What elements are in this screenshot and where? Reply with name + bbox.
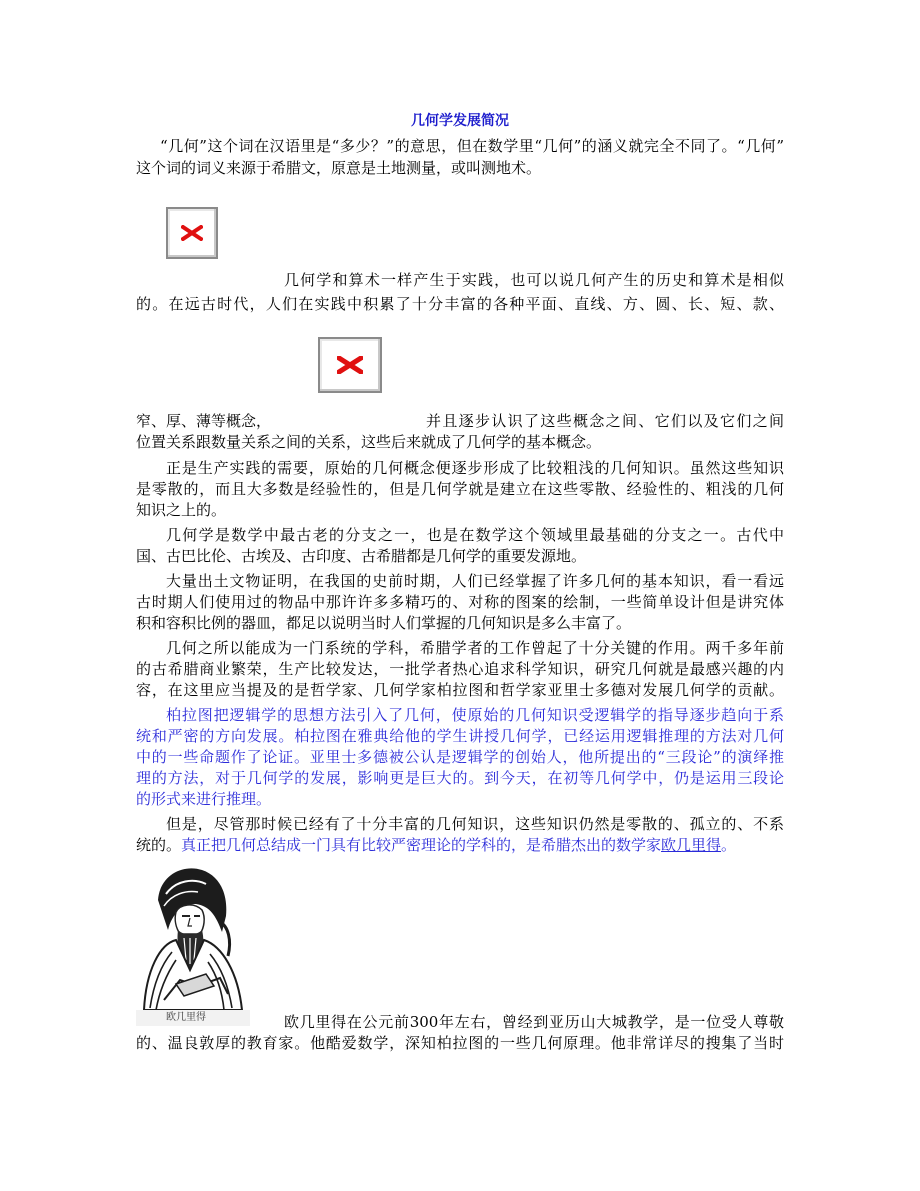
paragraph-9-line-2: 的、温良敦厚的教育家。他酷爱数学，深知柏拉图的一些几何原理。他非常详尽的搜集了当时	[136, 1034, 784, 1052]
euclid-portrait	[136, 860, 250, 1026]
paragraph-7-line-1: 柏拉图把逻辑学的思想方法引入了几何，使原始的几何知识受逻辑学的指导逐步趋向于系	[166, 706, 784, 724]
paragraph-4-line-1: 几何学是数学中最古老的分支之一，也是在数学这个领域里最基础的分支之一。古代中	[166, 526, 784, 544]
paragraph-8-highlight: 真正把几何总结成一门具有比较严密理论的学科的，是希腊杰出的数学家	[181, 836, 662, 854]
portrait-caption: 欧几里得	[166, 1012, 206, 1023]
paragraph-6-line-2: 的古希腊商业繁荣，生产比较发达，一批学者热心追求科学知识，研究几何就是最感兴趣的内	[136, 660, 784, 678]
paragraph-2-line-2: 的。在远古时代，人们在实践中积累了十分丰富的各种平面、直线、方、圆、长、短、款、	[136, 295, 784, 313]
broken-image-placeholder	[318, 337, 382, 393]
paragraph-5-line-1: 大量出土文物证明，在我国的史前时期，人们已经掌握了许多几何的基本知识，看一看远	[166, 572, 784, 590]
euclid-portrait-drawing	[136, 860, 250, 1026]
paragraph-7-line-2: 统和严密的方向发展。柏拉图在雅典给他的学生讲授几何学，已经运用逻辑推理的方法对几何	[136, 727, 784, 745]
euclid-link[interactable]: 欧几里得	[661, 836, 722, 854]
paragraph-6-line-1: 几何之所以能成为一门系统的学科，希腊学者的工作曾起了十分关键的作用。两千多年前	[166, 639, 784, 657]
paragraph-3-line-1: 正是生产实践的需要，原始的几何概念便逐步形成了比较粗浅的几何知识。虽然这些知识	[166, 459, 784, 477]
paragraph-8-text: 统的。	[136, 836, 182, 854]
broken-image-icon	[337, 356, 363, 374]
paragraph-8-period: 。	[721, 836, 737, 854]
paragraph-2-line-3b: 并且逐步认识了这些概念之间、它们以及它们之间	[426, 412, 784, 430]
paragraph-6-line-3: 容，在这里应当提及的是哲学家、几何学家柏拉图和哲学家亚里士多德对发展几何学的贡献。	[136, 681, 784, 699]
page-title: 几何学发展简况	[411, 113, 509, 129]
paragraph-5-line-3: 积和容积比例的器皿，都足以说明当时人们掌握的几何知识是多么丰富了。	[136, 614, 632, 632]
paragraph-7-line-5: 的形式来进行推理。	[136, 790, 272, 808]
paragraph-4-line-2: 国、古巴比伦、古埃及、古印度、古希腊都是几何学的重要发源地。	[136, 547, 587, 565]
paragraph-2-line-4: 位置关系跟数量关系之间的关系，这些后来就成了几何学的基本概念。	[136, 433, 602, 451]
broken-image-icon	[181, 225, 203, 241]
paragraph-8-line-1: 但是，尽管那时候已经有了十分丰富的几何知识，这些知识仍然是零散的、孤立的、不系	[166, 815, 784, 833]
paragraph-7-line-3: 中的一些命题作了论证。亚里士多德被公认是逻辑学的创始人，他所提出的“三段论”的演绎推	[136, 748, 784, 766]
paragraph-9-line-1: 欧几里得在公元前300年左右，曾经到亚历山大城教学，是一位受人尊敬	[284, 1013, 784, 1031]
paragraph-3-line-2: 是零散的，而且大多数是经验性的，但是几何学就是建立在这些零散、经验性的、粗浅的几何	[136, 480, 784, 498]
paragraph-3-line-3: 知识之上的。	[136, 501, 227, 519]
paragraph-1-line-2: 这个词的词义来源于希腊文，原意是土地测量，或叫测地术。	[136, 159, 542, 177]
paragraph-1-line-1: “几何”这个词在汉语里是“多少？”的意思，但在数学里“几何”的涵义就完全不同了。“几何”	[160, 137, 784, 155]
paragraph-5-line-2: 古时期人们使用过的物品中那许许多多精巧的、对称的图案的绘制，一些简单设计但是讲究体	[136, 593, 784, 611]
paragraph-7-line-4: 理的方法，对于几何学的发展，影响更是巨大的。到今天，在初等几何学中，仍是运用三段论	[136, 769, 784, 787]
paragraph-8-line-2	[136, 835, 736, 855]
broken-image-placeholder	[166, 207, 218, 259]
paragraph-2-line-3a: 窄、厚、薄等概念，	[136, 412, 272, 430]
paragraph-2-line-1: 几何学和算术一样产生于实践，也可以说几何产生的历史和算术是相似	[284, 271, 784, 289]
